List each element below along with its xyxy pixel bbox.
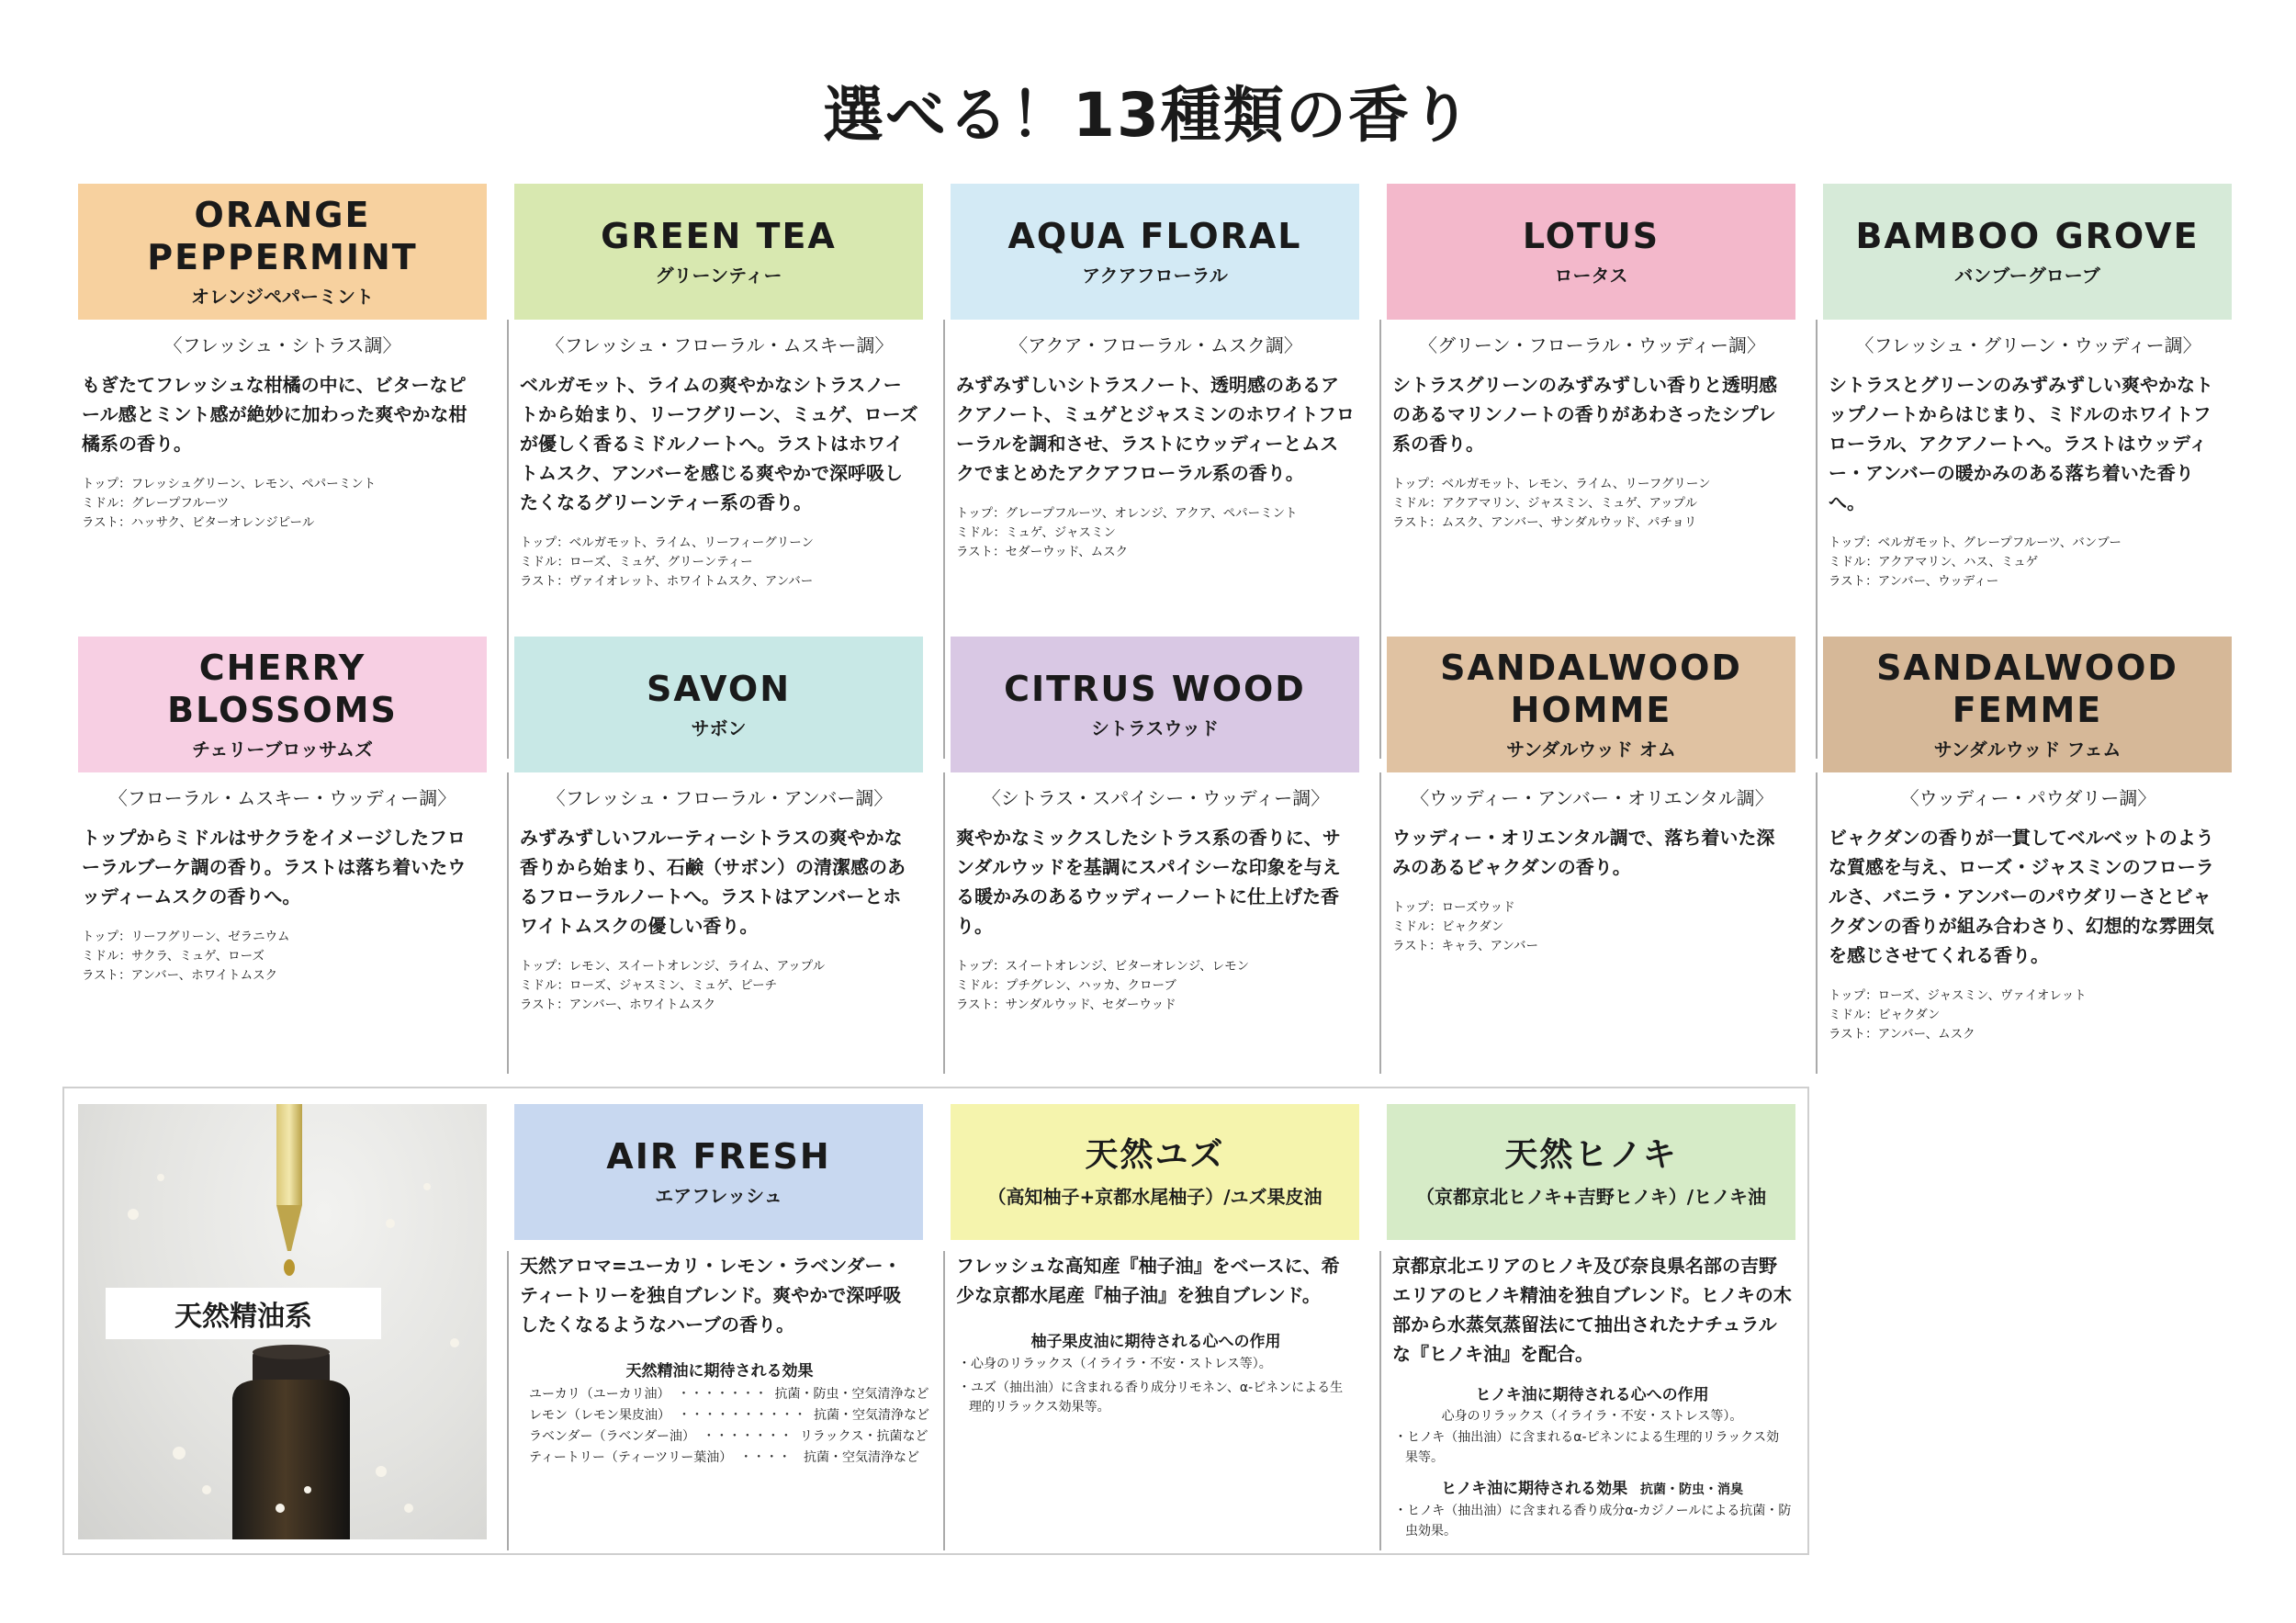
page-title: 選べる！13種類の香り xyxy=(823,80,1473,151)
fragrance-name: 天然ユズ xyxy=(1085,1135,1225,1174)
card-body xyxy=(943,772,1359,1074)
fragrance-name-jp: ロータス xyxy=(1554,265,1628,287)
note-middle: ミドル：ローズ、ミュゲ、グリーンティー xyxy=(520,554,753,569)
fragrance-tone: 〈フレッシュ・グリーン・ウッディー調〉 xyxy=(1855,334,2201,356)
fragrance-name-en: BAMBOO GROVE xyxy=(1855,215,2200,256)
fragrance-name-en: AIR FRESH xyxy=(606,1135,831,1177)
card-header xyxy=(1823,184,2232,320)
fragrance-name-jp: エアフレッシュ xyxy=(655,1185,782,1208)
note-last: ラスト：セダーウッド、ムスク xyxy=(956,544,1129,559)
card-body xyxy=(507,1251,929,1550)
note-top: トップ：ベルガモット、グレープフルーツ、バンブー xyxy=(1829,535,2122,550)
note-last: ラスト：サンダルウッド、セダーウッド xyxy=(956,997,1176,1012)
effect-leader: ・・・・・・・ xyxy=(702,1429,793,1445)
effects-title: ヒノキ油に期待される心への作用 xyxy=(1475,1386,1709,1404)
fragrance-tone: 〈ウッディー・アンバー・オリエンタル調〉 xyxy=(1411,787,1773,809)
fragrance-name-en: ORANGE PEPPERMINT xyxy=(147,194,418,277)
fragrance-desc: トップからミドルはサクラをイメージしたフローラルブーケ調の香り。ラストは落ち着いたウッディームスクの香りへ。 xyxy=(82,827,467,907)
card-sandalwood-homme xyxy=(1387,637,1795,1074)
fragrance-tone: 〈フレッシュ・シトラス調〉 xyxy=(163,334,401,356)
card-citrus-wood xyxy=(951,637,1359,1074)
fragrance-notes xyxy=(82,475,483,533)
fragrance-name-en: LOTUS xyxy=(1522,215,1660,256)
effects-title-2-text: ヒノキ油に期待される効果 xyxy=(1440,1480,1628,1499)
card-body xyxy=(507,772,923,1074)
effect-row xyxy=(529,1448,919,1469)
fragrance-tone: 〈ウッディー・パウダリー調〉 xyxy=(1900,787,2156,809)
fragrance-name-jp: シトラスウッド xyxy=(1091,717,1219,740)
fragrance-name-jp: サボン xyxy=(691,717,747,740)
effect-leader: ・・・・・・・ xyxy=(677,1387,768,1402)
note-last: ラスト：ヴァイオレット、ホワイトムスク、アンバー xyxy=(520,573,814,589)
note-top: トップ：ローズ、ジャスミン、ヴァイオレット xyxy=(1829,988,2087,1003)
note-top: トップ：ローズウッド xyxy=(1392,900,1515,915)
fragrance-name-jp: アクアフローラル xyxy=(1082,265,1228,287)
fragrance-name-en: SANDALWOOD HOMME xyxy=(1440,647,1742,730)
effects-list xyxy=(520,1384,929,1469)
card-natural-hinoki xyxy=(1387,1104,1795,1550)
card-header xyxy=(1387,1104,1795,1240)
note-top: トップ：ベルガモット、レモン、ライム、リーフグリーン xyxy=(1392,477,1711,491)
note-last: ラスト：ムスク、アンバー、サンダルウッド、パチョリ xyxy=(1392,514,1697,530)
effect-name: ユーカリ（ユーカリ油） xyxy=(529,1387,670,1402)
fragrance-notes xyxy=(1829,534,2228,592)
fragrance-name-jp: オレンジペパーミント xyxy=(191,286,374,309)
note-middle: ミドル：アクアマリン、ハス、ミュゲ xyxy=(1829,554,2039,569)
card-body xyxy=(1816,772,2232,1074)
fragrance-name-en: SANDALWOOD FEMME xyxy=(1876,647,2178,730)
effects-subtitle: 心身のリラックス（イライラ・不安・ストレス等）。 xyxy=(1441,1409,1743,1424)
card-header xyxy=(514,184,923,320)
effects-title: 天然精油に期待される効果 xyxy=(625,1362,814,1381)
note-top: トップ：レモン、スイートオレンジ、ライム、アップル xyxy=(520,959,826,974)
fragrance-name: 天然ヒノキ xyxy=(1504,1135,1678,1174)
fragrance-notes xyxy=(1392,475,1792,533)
effects-title-2 xyxy=(1392,1475,1792,1498)
fragrance-desc: ベルガモット、ライムの爽やかなシトラスノートから始まり、リーフグリーン、ミュゲ、ローズが優しく香るミドルノートへ。ラストはホワイトムスク、アンバーを感じる爽やかで深呼吸したくなるグリーンティー系の香り。 xyxy=(520,374,918,513)
effect-bullet: ・ヒノキ（抽出油）に含まれるα-ピネンによる生理的リラックス効果等。 xyxy=(1394,1430,1780,1465)
card-natural-yuzu xyxy=(951,1104,1359,1550)
note-top: トップ：スイートオレンジ、ビターオレンジ、レモン xyxy=(956,959,1250,974)
card-header xyxy=(951,1104,1359,1240)
fragrance-tone: 〈フレッシュ・フローラル・アンバー調〉 xyxy=(546,787,893,809)
fragrance-desc: ビャクダンの香りが一貫してベルベットのような質感を与え、ローズ・ジャスミンのフローラルさ、バニラ・アンバーのパウダリーさとビャクダンの香りが組み合わさり、幻想的な雰囲気を感じさせてくれる香り。 xyxy=(1829,827,2214,966)
fragrance-tone: 〈シトラス・スパイシー・ウッディー調〉 xyxy=(982,787,1330,809)
fragrance-notes xyxy=(1829,986,2228,1044)
card-header xyxy=(1387,184,1795,320)
effect-name: ラベンダー（ラベンダー油） xyxy=(529,1429,695,1445)
fragrance-notes xyxy=(956,504,1356,562)
fragrance-name-en: SAVON xyxy=(646,668,792,709)
effect-value: 抗菌・防虫・空気清浄など xyxy=(774,1387,929,1402)
fragrance-name-jp: バンブーグローブ xyxy=(1954,265,2100,287)
note-middle: ミドル：ビャクダン xyxy=(1392,919,1504,934)
card-header xyxy=(514,637,923,772)
fragrance-name-en: CITRUS WOOD xyxy=(1004,668,1306,709)
fragrance-tone: 〈フレッシュ・フローラル・ムスキー調〉 xyxy=(546,334,894,356)
card-header xyxy=(951,184,1359,320)
note-last: ラスト：キャラ、アンバー xyxy=(1392,938,1539,953)
effects-title: 柚子果皮油に期待される心への作用 xyxy=(1030,1333,1281,1351)
effect-bullet: ・ヒノキ（抽出油）に含まれる香り成分α-カジノールによる抗菌・防虫効果。 xyxy=(1394,1504,1792,1539)
effect-bullet: ・ユズ（抽出油）に含まれる香り成分リモネン、α-ピネンによる生理的リラックス効果等。 xyxy=(958,1380,1344,1415)
fragrance-tone: 〈フローラル・ムスキー・ウッディー調〉 xyxy=(108,787,456,809)
fragrance-notes xyxy=(82,928,483,986)
fragrance-desc: 天然アロマ=ユーカリ・レモン・ラベンダー・ティートリーを独自ブレンド。爽やかで深呼吸したくなるようなハーブの香り。 xyxy=(520,1255,902,1336)
effect-row xyxy=(529,1384,929,1405)
note-last: ラスト：ハッサク、ビターオレンジピール xyxy=(82,514,315,530)
note-middle: ミドル：サクラ、ミュゲ、ローズ xyxy=(82,948,264,964)
fragrance-desc: 爽やかなミックスしたシトラス系の香りに、サンダルウッドを基調にスパイシーな印象を与える暖かみのあるウッディーノートに仕上げた香り。 xyxy=(956,827,1341,937)
effect-value: 抗菌・空気清浄など xyxy=(804,1450,919,1466)
effect-leader: ・・・・ xyxy=(739,1450,792,1466)
note-top: トップ：ベルガモット、ライム、リーフィーグリーン xyxy=(520,535,814,550)
fragrance-tone: 〈アクア・フローラル・ムスク調〉 xyxy=(1009,334,1302,356)
fragrance-desc: もぎたてフレッシュな柑橘の中に、ビターなピール感とミント感が絶妙に加わった爽やかな柑橘系の香り。 xyxy=(82,374,467,455)
card-air-fresh xyxy=(514,1104,929,1550)
card-header xyxy=(78,637,487,772)
fragrance-name-jp: グリーンティー xyxy=(655,265,782,287)
card-savon xyxy=(514,637,923,1074)
effect-name: ティートリー（ティーツリー葉油） xyxy=(529,1450,733,1466)
effect-row xyxy=(529,1426,929,1448)
effect-row xyxy=(529,1405,929,1426)
fragrance-notes xyxy=(956,957,1356,1015)
note-last: ラスト：アンバー、ホワイトムスク xyxy=(520,997,716,1012)
fragrance-desc: みずみずしいシトラスノート、透明感のあるアクアノート、ミュゲとジャスミンのホワイトフローラルを調和させ、ラストにウッディーとムスクでまとめたアクアフローラル系の香り。 xyxy=(956,374,1355,484)
effect-bullet: ・心身のリラックス（イライラ・不安・ストレス等）。 xyxy=(958,1357,1272,1371)
fragrance-desc: みずみずしいフルーティーシトラスの爽やかな香りから始まり、石鹸（サボン）の清潔感のあるフローラルノートへ。ラストはアンバーとホワイトムスクの優しい香り。 xyxy=(520,827,906,937)
card-header xyxy=(78,184,487,320)
fragrance-name-jp: サンダルウッド フェム xyxy=(1933,738,2122,761)
card-body xyxy=(943,1251,1359,1550)
card-sandalwood-femme xyxy=(1823,637,2232,1074)
note-middle: ミドル：ミュゲ、ジャスミン xyxy=(956,524,1117,540)
note-middle: ミドル：ビャクダン xyxy=(1829,1007,1941,1022)
effect-value: リラックス・抗菌など xyxy=(799,1429,929,1445)
natural-oil-label: 天然精油系 xyxy=(106,1288,381,1339)
fragrance-source: （京都京北ヒノキ+吉野ヒノキ）/ヒノキ油 xyxy=(1415,1186,1767,1209)
fragrance-tone: 〈グリーン・フローラル・ウッディー調〉 xyxy=(1419,334,1765,356)
fragrance-name-jp: チェリーブロッサムズ xyxy=(192,738,373,761)
effect-name: レモン（レモン果皮油） xyxy=(529,1408,670,1424)
fragrance-source: （高知柚子+京都水尾柚子）/ユズ果皮油 xyxy=(987,1186,1322,1209)
effects-title-2-value: 抗菌・防虫・消臭 xyxy=(1640,1482,1744,1498)
card-body xyxy=(71,772,487,1074)
fragrance-name-jp: サンダルウッド オム xyxy=(1506,738,1676,761)
note-last: ラスト：アンバー、ウッディー xyxy=(1829,573,1999,589)
fragrance-name-en: CHERRY BLOSSOMS xyxy=(167,647,398,730)
note-last: ラスト：アンバー、ムスク xyxy=(1829,1026,1975,1042)
fragrance-notes xyxy=(520,957,919,1015)
note-middle: ミドル：アクアマリン、ジャスミン、ミュゲ、アップル xyxy=(1392,495,1697,511)
effect-value: 抗菌・空気清浄など xyxy=(814,1408,929,1424)
fragrance-notes xyxy=(520,534,919,592)
note-middle: ミドル：プチグレン、ハッカ、クローブ xyxy=(956,977,1176,993)
note-top: トップ：リーフグリーン、ゼラニウム xyxy=(82,930,290,944)
fragrance-name-en: GREEN TEA xyxy=(601,215,837,256)
fragrance-desc: シトラスグリーンのみずみずしい香りと透明感のあるマリンノートの香りがあわさったシプレ系の香り。 xyxy=(1392,374,1777,455)
note-top: トップ：フレッシュグリーン、レモン、ペパーミント xyxy=(82,477,377,491)
fragrance-notes xyxy=(1392,898,1792,956)
card-body xyxy=(1379,1251,1795,1550)
card-body xyxy=(1379,772,1795,1074)
card-header xyxy=(514,1104,923,1240)
fragrance-name-en: AQUA FLORAL xyxy=(1007,215,1302,256)
card-header xyxy=(1387,637,1795,772)
note-top: トップ：グレープフルーツ、オレンジ、アクア、ペパーミント xyxy=(956,506,1298,521)
card-header xyxy=(951,637,1359,772)
card-header xyxy=(1823,637,2232,772)
fragrance-desc: ウッディー・オリエンタル調で、落ち着いた深みのあるビャクダンの香り。 xyxy=(1392,827,1775,878)
fragrance-desc: シトラスとグリーンのみずみずしい爽やかなトップノートからはじまり、ミドルのホワイトフローラル、アクアノートへ。ラストはウッディー・アンバーの暖かみのある落ち着いた香りへ。 xyxy=(1829,374,2213,513)
fragrance-desc: フレッシュな高知産『柚子油』をベースに、希少な京都水尾産『柚子油』を独自ブレンド。 xyxy=(956,1255,1340,1306)
note-middle: ミドル：ローズ、ジャスミン、ミュゲ、ピーチ xyxy=(520,977,778,993)
fragrance-desc: 京都京北エリアのヒノキ及び奈良県名部の吉野エリアのヒノキ精油を独自ブレンド。ヒノキの木部から水蒸気蒸留法にて抽出されたナチュラルな『ヒノキ油』を配合。 xyxy=(1392,1255,1792,1365)
note-middle: ミドル：グレープフルーツ xyxy=(82,495,230,511)
card-cherry-blossoms xyxy=(78,637,487,1074)
effect-leader: ・・・・・・・・・・ xyxy=(678,1408,806,1424)
note-last: ラスト：アンバー、ホワイトムスク xyxy=(82,967,278,983)
